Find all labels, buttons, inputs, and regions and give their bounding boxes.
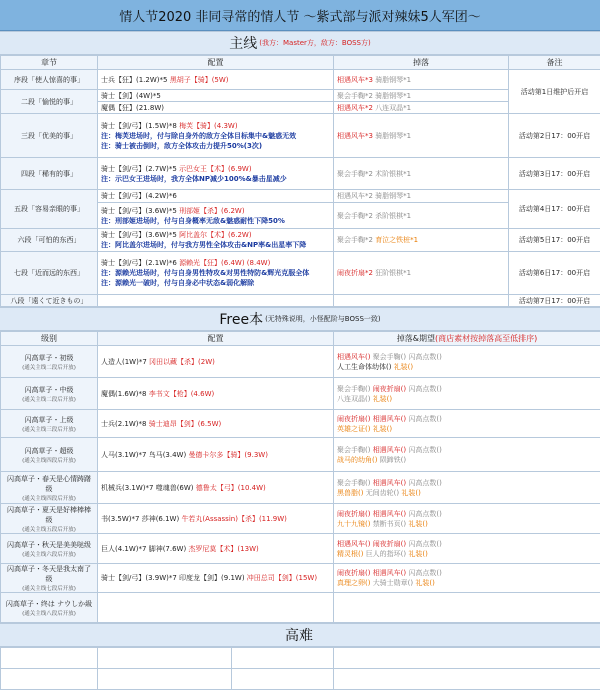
free-drop-line-text: 相遇风车() <box>337 353 373 361</box>
config-line-text: 注：阿比盖尔进场时，付与我方男性全体攻击&NP率&出星率下降 <box>101 241 306 249</box>
drop-line <box>337 268 505 278</box>
free-row <box>1 378 600 410</box>
free-drop-line-text: 相遇风车() <box>373 510 406 518</box>
drops-cell <box>334 295 509 307</box>
config-line-text: 黑胡子【骑】(5W) <box>170 76 229 84</box>
drop-line-text: 聚会手鞠*2 术阶银棋*1 <box>337 170 411 178</box>
level-cell <box>1 472 98 504</box>
config-line <box>101 216 330 226</box>
main-row <box>1 190 600 203</box>
config-line-text: 注：骑士被击倒时，敌方全体攻击力提升50%(3次) <box>101 142 262 150</box>
config-line-text: 注：梅芙进场时，付与除自身外的敌方全体目标集中&魅惑无效 <box>101 132 296 140</box>
free-drop-line <box>337 445 597 455</box>
header-config: 配置 <box>98 56 334 70</box>
header-level: 级别 <box>1 332 98 346</box>
remark-cell: 活动第2日17：00开启 <box>509 114 600 158</box>
drop-line <box>337 91 505 101</box>
free-config-line-text: 魔偶(1.6W)*8 <box>101 390 149 398</box>
drop-line-text: 育泣之铁桩*1 <box>375 236 418 244</box>
config-line <box>101 268 330 278</box>
drop-line <box>337 211 505 221</box>
header-free-config: 配置 <box>98 332 334 346</box>
free-drops-cell <box>334 346 600 378</box>
free-drop-line <box>337 568 597 578</box>
free-drops-cell <box>334 593 600 623</box>
free-drop-line-text: 相遇风车() <box>373 479 406 487</box>
free-drop-line-text: 礼装() <box>394 363 413 371</box>
free-drop-line-text: 相遇风车() <box>373 415 406 423</box>
drops-cell <box>334 70 509 90</box>
free-config-line <box>101 450 330 460</box>
header-drops: 掉落 <box>334 56 509 70</box>
free-drop-line <box>337 488 597 498</box>
level-unlock: (通关主线四段后开放) <box>4 494 94 502</box>
free-drop-line <box>337 352 597 362</box>
level-cell <box>1 534 98 564</box>
level-unlock: (通关主线二段后开放) <box>4 363 94 371</box>
free-config-cell <box>98 472 334 504</box>
config-cell <box>98 102 334 114</box>
free-table <box>0 331 600 623</box>
free-drop-line-text: 礼装() <box>408 520 427 528</box>
free-drop-line-text: 无间齿轮() <box>366 489 402 497</box>
config-cell <box>98 252 334 295</box>
free-drop-line-text: 闪高点数() <box>406 569 442 577</box>
level-unlock: (通关主线三段后开放) <box>4 425 94 433</box>
free-drop-line <box>337 539 597 549</box>
free-row <box>1 472 600 504</box>
level-unlock: (通关主线八段后开放) <box>4 609 94 617</box>
free-config-cell <box>98 438 334 472</box>
level-name: 闪高草子・初级 <box>25 354 74 362</box>
config-line-text: 梅芙【骑】(4.3W) <box>179 122 238 130</box>
free-config-cell <box>98 346 334 378</box>
free-config-line-text: 人造人(1W)*7 <box>101 358 149 366</box>
drop-line <box>337 103 505 113</box>
chapter-cell: 五段「容易亲眼的事」 <box>1 190 98 229</box>
free-config-line-text: 机械兵(3.1W)*7 噬魂兽(6W) <box>101 484 196 492</box>
config-line-text: 士兵【狂】(1.2W)*5 <box>101 76 170 84</box>
free-drop-line-text: 礼装() <box>373 395 392 403</box>
free-config-line <box>101 544 330 554</box>
header-chapter: 章节 <box>1 56 98 70</box>
free-config-cell <box>98 564 334 593</box>
hard-row <box>1 669 600 690</box>
free-drop-line <box>337 424 597 434</box>
chapter-cell: 八段「遠くて近きもの」 <box>1 295 98 307</box>
config-line <box>101 103 330 113</box>
free-drop-line-text: 闪高点数() <box>406 479 442 487</box>
free-section-header <box>0 307 600 331</box>
config-cell <box>98 295 334 307</box>
free-drop-line-text: 聚会手鞠() <box>337 446 373 454</box>
free-config-line-text: 人马(3.1W)*7 鸟马(3.4W) <box>101 451 188 459</box>
free-config-line <box>101 573 330 583</box>
free-drop-line <box>337 414 597 424</box>
main-row <box>1 158 600 190</box>
header-drops-note: (商店素材按掉落高至低排序) <box>435 334 537 343</box>
free-config-line-text: 士兵(2.1W)*8 <box>101 420 149 428</box>
free-drop-line-text: 战马的幼角() <box>337 456 380 464</box>
free-heading: Free本 <box>219 309 263 329</box>
config-line <box>101 206 330 216</box>
hard-heading: 高难 <box>285 625 313 645</box>
config-line <box>101 121 330 131</box>
drop-line-text: 狂阶银棋*1 <box>375 269 411 277</box>
config-line <box>101 164 330 174</box>
free-row <box>1 593 600 623</box>
free-drop-line-text: 巨人的指环() <box>366 550 409 558</box>
free-row <box>1 438 600 472</box>
config-line-text: 骑士【剑】(4W)*5 <box>101 92 161 100</box>
drops-cell <box>334 203 509 229</box>
config-line <box>101 91 330 101</box>
free-drop-line-text: 闪高点数() <box>406 385 442 393</box>
free-drop-line-text: 聚会手鞠() 闪高点数() <box>373 353 442 361</box>
drop-line-text: 相遇风车*3 <box>337 132 375 140</box>
drop-line-text: 聚会手鞠*2 杀阶银棋*1 <box>337 212 411 220</box>
level-cell <box>1 346 98 378</box>
config-line-text: 骑士【剑/弓】(3.6W)*5 <box>101 207 179 215</box>
free-drop-line-text: 相遇风车() <box>373 446 406 454</box>
free-config-cell <box>98 410 334 438</box>
chapter-cell: 序段「使人惊喜的事」 <box>1 70 98 90</box>
free-drops-cell <box>334 534 600 564</box>
free-drop-line-text: 聚会手鞠() <box>337 479 373 487</box>
free-drop-line-text: 禁断书页() <box>373 520 409 528</box>
drop-line-text: 骑脂钢琴*1 <box>375 132 411 140</box>
free-drop-line <box>337 509 597 519</box>
level-cell <box>1 564 98 593</box>
free-config-line-text: 冈田以藏【杀】(2W) <box>149 358 215 366</box>
config-line <box>101 230 330 240</box>
free-drop-line-text: 闪高点数() <box>406 510 442 518</box>
free-drop-line-text: 闹夜折扇() <box>337 415 373 423</box>
free-drop-line-text: 相遇风车() <box>373 569 406 577</box>
free-drop-line-text: 礼装() <box>373 425 392 433</box>
level-unlock: (通关主线七段后开放) <box>4 584 94 592</box>
drop-line-text: 八连双晶*1 <box>375 104 411 112</box>
free-config-line-text: 德鲁太【弓】(10.4W) <box>196 484 266 492</box>
drop-line-text: 相遇风车*3 <box>337 76 375 84</box>
free-config-cell <box>98 593 334 623</box>
config-line <box>101 141 330 151</box>
config-cell <box>98 190 334 203</box>
config-cell <box>98 70 334 90</box>
free-config-line-text: 李书文【枪】(4.6W) <box>149 390 215 398</box>
chapter-cell: 六段「可怕的东西」 <box>1 229 98 252</box>
remark-cell: 活动第6日17：00开启 <box>509 252 600 295</box>
free-drop-line-text: 人工生命体幼体() <box>337 363 394 371</box>
free-drop-line-text: 闹夜折扇() <box>373 540 406 548</box>
free-config-line-text: 杰罗尼莫【术】(13W) <box>188 545 258 553</box>
config-cell <box>98 90 334 102</box>
free-drop-line-text: 大骑士勋章() <box>373 579 416 587</box>
free-drops-cell <box>334 438 600 472</box>
remark-cell: 活动第5日17：00开启 <box>509 229 600 252</box>
config-line-text: 注：示巴女王进场时，我方全体NP减少100%&暴击星减少 <box>101 175 287 183</box>
hard-table <box>0 647 600 690</box>
drop-line-text: 骑脂钢琴*1 <box>375 76 411 84</box>
free-config-line-text: 巨人(4.1W)*7 脚神(7.6W) <box>101 545 188 553</box>
drop-line-text: 闹夜折扇*2 <box>337 269 375 277</box>
config-line-text: 注：源赖光进场时，付与自身男性特攻&对男性特防&辉光克服全体 <box>101 269 309 277</box>
main-row <box>1 114 600 158</box>
header-drops-label: 掉落&期望 <box>397 334 435 343</box>
level-cell <box>1 438 98 472</box>
level-name: 闪高草子・春天是心情踌躇级 <box>7 475 91 493</box>
chapter-cell: 二段「愉悦的事」 <box>1 90 98 114</box>
drop-line-text: 聚会手鞠*2 <box>337 236 375 244</box>
config-line-text: 骑士【剑/弓】(4.2W)*6 <box>101 192 177 200</box>
free-drop-line-text: 九十九镜() <box>337 520 373 528</box>
free-table-header <box>1 332 600 346</box>
chapter-cell: 四段「稀有的事」 <box>1 158 98 190</box>
main-note: (我方：Master方，敌方：BOSS方) <box>259 38 370 48</box>
drop-line <box>337 191 505 201</box>
config-cell <box>98 203 334 229</box>
free-config-line-text: 书(3.5W)*7 莎神(6.1W) <box>101 515 181 523</box>
config-line <box>101 131 330 141</box>
config-line-text: 骑士【剑/弓】(2.7W)*5 <box>101 165 179 173</box>
free-config-line <box>101 389 330 399</box>
free-drop-line <box>337 384 597 394</box>
main-heading: 主线 <box>229 33 257 53</box>
config-line <box>101 240 330 250</box>
free-drop-line-text: 闹夜折扇() <box>337 510 373 518</box>
level-name: 闪高草子・夏天是好棒棒棒级 <box>7 506 91 524</box>
free-config-line-text: 骑士【剑/弓】(3.9W)*7 印度龙【剑】(9.1W) <box>101 574 247 582</box>
drops-cell <box>334 114 509 158</box>
config-line-text: 源赖光【狂】(6.4W) (8.4W) <box>179 259 270 267</box>
config-line-text: 注：刑部姬进场时，付与自身概率无敌&魅惑耐性下降50% <box>101 217 285 225</box>
level-unlock: (通关主线五段后开放) <box>4 525 94 533</box>
free-config-line-text: 曼德卡尔多【骑】(9.3W) <box>188 451 268 459</box>
free-config-line <box>101 483 330 493</box>
drops-cell <box>334 252 509 295</box>
level-name: 闪高草子・上级 <box>25 416 74 424</box>
chapter-cell: 三段「优美的事」 <box>1 114 98 158</box>
free-config-line <box>101 419 330 429</box>
free-drop-line-text: 英雄之证() <box>337 425 373 433</box>
level-name: 闪高草子・中级 <box>25 386 74 394</box>
drop-line <box>337 75 505 85</box>
free-config-cell <box>98 534 334 564</box>
free-config-line-text: 骑士迪昂【剑】(6.5W) <box>149 420 222 428</box>
level-name: 闪高草子・超级 <box>25 447 74 455</box>
config-line-text: 注：源赖光一破时，付与自身必中状态&弱化解除 <box>101 279 254 287</box>
free-config-cell <box>98 504 334 534</box>
free-drops-cell <box>334 410 600 438</box>
free-drops-cell <box>334 564 600 593</box>
free-config-line-text: 牛若丸(Assassin)【杀】(11.9W) <box>181 515 286 523</box>
free-drop-line <box>337 455 597 465</box>
free-drops-cell <box>334 504 600 534</box>
free-drop-line <box>337 519 597 529</box>
free-row <box>1 504 600 534</box>
free-drops-cell <box>334 378 600 410</box>
free-drop-line-text: 闹夜折扇() <box>373 385 406 393</box>
free-drop-line-text: 聚会手鞠() <box>337 385 373 393</box>
level-cell <box>1 593 98 623</box>
free-drop-line <box>337 394 597 404</box>
free-config-line <box>101 514 330 524</box>
config-line-text: 示巴女王【术】(6.9W) <box>179 165 252 173</box>
level-unlock: (通关主线二段后开放) <box>4 395 94 403</box>
remark-cell: 活动第7日17：00开启 <box>509 295 600 307</box>
free-drop-line <box>337 362 597 372</box>
level-cell <box>1 410 98 438</box>
level-unlock: (通关主线四段后开放) <box>4 456 94 464</box>
main-table <box>0 55 600 307</box>
level-cell <box>1 378 98 410</box>
free-drop-line-text: 精灵根() <box>337 550 366 558</box>
free-row <box>1 410 600 438</box>
free-drop-line <box>337 549 597 559</box>
config-line <box>101 258 330 268</box>
free-drop-line-text: 礼装() <box>408 550 427 558</box>
free-drop-line-text: 相遇风车() <box>337 540 373 548</box>
config-cell <box>98 114 334 158</box>
config-cell <box>98 229 334 252</box>
free-drop-line-text: 闪高点数() <box>406 446 442 454</box>
level-name: 闪高草子・秋天是美美哒级 <box>7 541 91 549</box>
free-row <box>1 564 600 593</box>
free-drop-line-text: 闪高点数() <box>406 540 442 548</box>
free-drops-cell <box>334 472 600 504</box>
config-line-text: 骑士【剑/弓】(3.6W)*5 <box>101 231 179 239</box>
config-line <box>101 191 330 201</box>
remark-cell: 活动第1日维护后开启 <box>509 70 600 114</box>
drop-line-text: 相遇风车*2 骑脂钢琴*1 <box>337 192 411 200</box>
main-row <box>1 229 600 252</box>
level-name: 闪高草子・冬天是我太南了级 <box>7 565 91 583</box>
main-row <box>1 70 600 90</box>
remark-cell: 活动第3日17：00开启 <box>509 158 600 190</box>
header-free-drops <box>334 332 600 346</box>
free-config-line <box>101 357 330 367</box>
chapter-cell: 七段「近而远的东西」 <box>1 252 98 295</box>
drop-line <box>337 235 505 245</box>
config-line <box>101 75 330 85</box>
drop-line <box>337 131 505 141</box>
drop-line-text: 相遇风车*2 <box>337 104 375 112</box>
free-config-cell <box>98 378 334 410</box>
drops-cell <box>334 158 509 190</box>
header-remark: 备注 <box>509 56 600 70</box>
drop-line <box>337 169 505 179</box>
free-drop-line-text: 陨蹄铁() <box>380 456 406 464</box>
free-row <box>1 534 600 564</box>
main-row <box>1 295 600 307</box>
config-cell <box>98 158 334 190</box>
level-cell <box>1 504 98 534</box>
drops-cell <box>334 190 509 203</box>
remark-cell: 活动第4日17：00开启 <box>509 190 600 229</box>
config-line-text: 魔偶【狂】(21.8W) <box>101 104 164 112</box>
hard-section-header <box>0 623 600 647</box>
free-drop-line-text: 礼装() <box>401 489 420 497</box>
free-drop-line <box>337 578 597 588</box>
page-title: 情人节2020 非同寻常的情人节 ～紫式部与派对辣妹5人军团～ <box>0 0 600 31</box>
main-table-header <box>1 56 600 70</box>
free-drop-line-text: 闪高点数() <box>406 415 442 423</box>
config-line <box>101 174 330 184</box>
free-note: (无特殊说明，小怪配阶与BOSS一致) <box>265 314 381 324</box>
main-row <box>1 252 600 295</box>
level-name: 闪高草子・终は ナウしか級 <box>6 600 92 608</box>
free-drop-line-text: 闹夜折扇() <box>337 569 373 577</box>
config-line-text: 阿比盖尔【术】(6.2W) <box>179 231 252 239</box>
hard-row <box>1 648 600 669</box>
config-line-text: 刑部姬【杀】(6.2W) <box>179 207 245 215</box>
free-drop-line-text: 黑兽脂() <box>337 489 366 497</box>
config-line <box>101 278 330 288</box>
config-line-text: 骑士【剑/弓】(2.1W)*6 <box>101 259 179 267</box>
drops-cell <box>334 229 509 252</box>
main-section-header <box>0 31 600 55</box>
free-drop-line-text: 真理之卵() <box>337 579 373 587</box>
free-row <box>1 346 600 378</box>
drops-cell <box>334 102 509 114</box>
free-drop-line-text: 八连双晶() <box>337 395 373 403</box>
free-drop-line <box>337 478 597 488</box>
free-config-line-text: 冲田总司【剑】(15W) <box>247 574 317 582</box>
config-line-text: 骑士【剑/弓】(1.5W)*8 <box>101 122 179 130</box>
drops-cell <box>334 90 509 102</box>
level-unlock: (通关主线六段后开放) <box>4 550 94 558</box>
drop-line-text: 聚会手鞠*2 骑脂钢琴*1 <box>337 92 411 100</box>
free-drop-line-text: 礼装() <box>415 579 434 587</box>
